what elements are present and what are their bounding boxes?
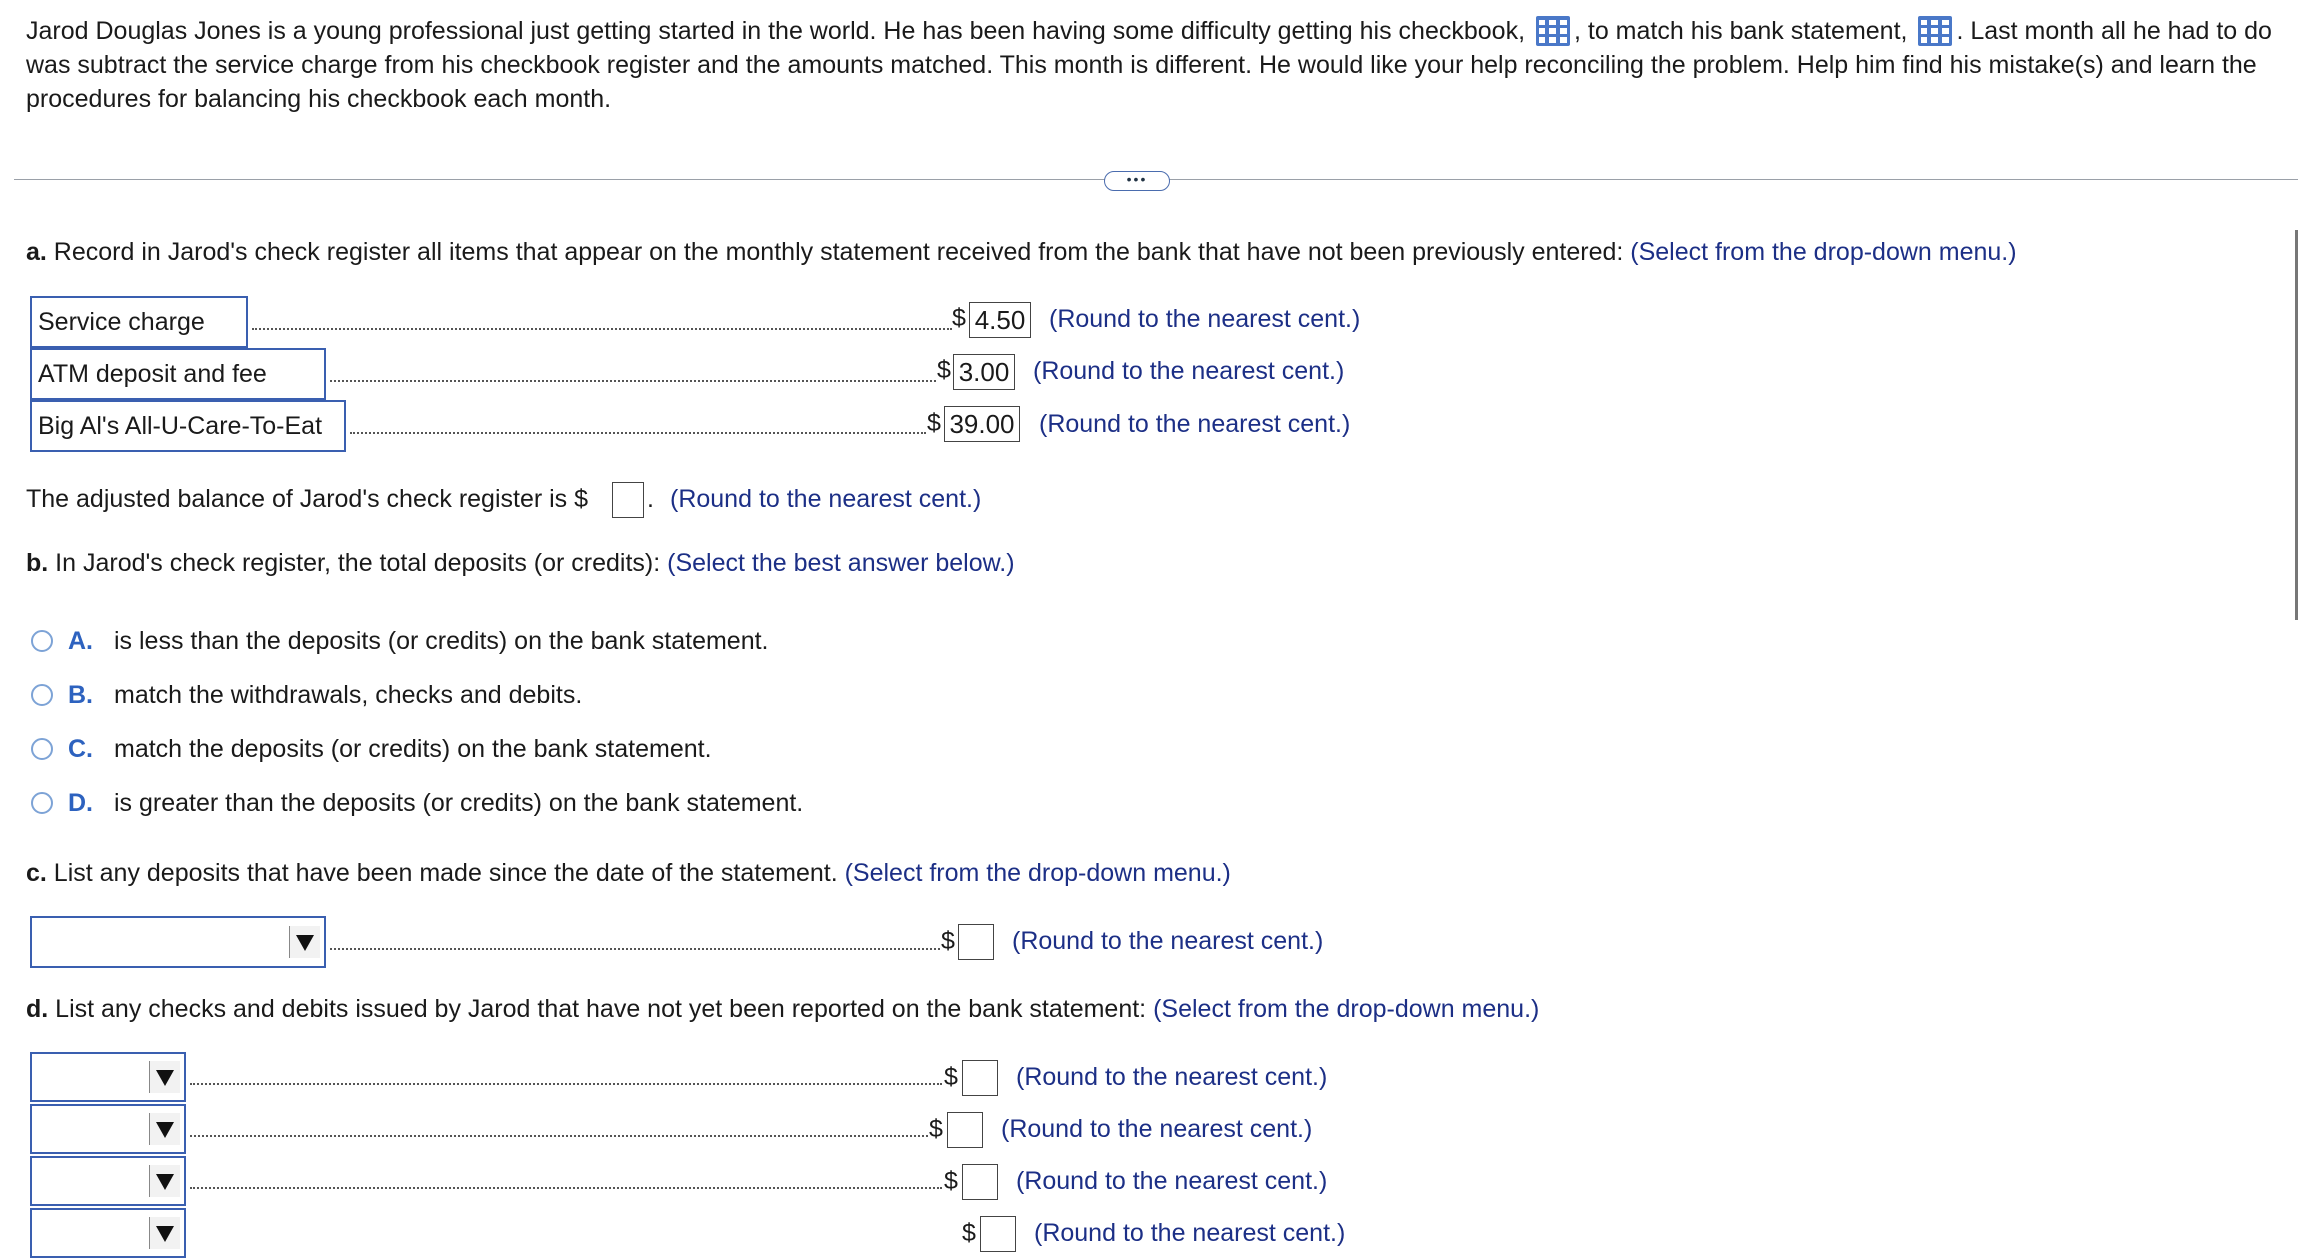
- service-charge-amount[interactable]: 4.50: [969, 302, 1031, 338]
- adjusted-period: .: [647, 485, 654, 513]
- round-hint: (Round to the nearest cent.): [1001, 1115, 1313, 1143]
- chevron-down-icon[interactable]: [149, 1113, 180, 1145]
- part-b-question: [26, 549, 1015, 578]
- big-als-select[interactable]: Big Al's All-U-Care-To-Eat: [30, 400, 346, 452]
- option-text: is greater than the deposits (or credits) on the bank statement.: [114, 789, 804, 817]
- atm-deposit-amount[interactable]: 3.00: [953, 354, 1015, 390]
- adjusted-hint: (Round to the nearest cent.): [670, 485, 982, 513]
- check-amount-input-2[interactable]: [947, 1112, 983, 1148]
- round-hint: (Round to the nearest cent.): [1016, 1063, 1328, 1091]
- checkbook-table-icon[interactable]: [1536, 16, 1570, 46]
- expand-more-button[interactable]: •••: [1104, 171, 1170, 191]
- check-dropdown-3[interactable]: [30, 1156, 186, 1206]
- dollar-sign: $: [941, 927, 955, 955]
- radio-option-b[interactable]: [31, 684, 53, 706]
- option-letter: D.: [68, 789, 93, 817]
- option-text: match the deposits (or credits) on the bank statement.: [114, 735, 712, 763]
- leader-dots: [190, 1133, 928, 1137]
- check-amount-input-3[interactable]: [962, 1164, 998, 1200]
- part-b-question-text: In Jarod's check register, the total deposits (or credits):: [48, 549, 668, 577]
- intro-text-1: Jarod Douglas Jones is a young professional just getting started in the world. He has been having some difficulty getting his checkbook,: [26, 17, 1526, 45]
- check-dropdown-2[interactable]: [30, 1104, 186, 1154]
- chevron-down-icon[interactable]: [149, 1165, 180, 1197]
- part-d-question: [26, 995, 1539, 1024]
- option-text: match the withdrawals, checks and debits.: [114, 681, 583, 709]
- radio-option-c[interactable]: [31, 738, 53, 760]
- deposit-dropdown[interactable]: [30, 916, 326, 968]
- part-d-hint: (Select from the drop-down menu.): [1153, 995, 1540, 1023]
- intro-paragraph: [26, 14, 2276, 116]
- check-amount-input-4[interactable]: [980, 1216, 1016, 1252]
- atm-deposit-select[interactable]: ATM deposit and fee: [30, 348, 326, 400]
- dollar-sign: $: [929, 1115, 943, 1143]
- part-c-question: [26, 859, 1231, 888]
- part-d-question-text: List any checks and debits issued by Jarod that have not yet been reported on the bank statement:: [48, 995, 1154, 1023]
- clipped-row-container: [0, 1206, 2298, 1247]
- part-a-letter: a.: [26, 238, 47, 266]
- chevron-down-icon[interactable]: [149, 1061, 180, 1093]
- chevron-down-icon[interactable]: [149, 1217, 180, 1249]
- intro-text-3: . Last month all he had to do was subtract the service charge from his checkbook register and the amounts matched. This month is different. He would like your help reconciling the problem. Help him find his mistake(s) and learn the procedures for balancing his checkbook each month.: [26, 17, 2272, 113]
- round-hint: (Round to the nearest cent.): [1034, 1219, 1346, 1247]
- part-b-letter: b.: [26, 549, 49, 577]
- part-c-letter: c.: [26, 859, 47, 887]
- radio-option-d[interactable]: [31, 792, 53, 814]
- dollar-sign: $: [927, 409, 941, 437]
- option-letter: A.: [68, 627, 93, 655]
- dollar-sign: $: [952, 304, 966, 332]
- big-als-amount[interactable]: 39.00: [944, 406, 1020, 442]
- part-b-hint: (Select the best answer below.): [667, 549, 1015, 577]
- radio-option-a[interactable]: [31, 630, 53, 652]
- part-c-question-text: List any deposits that have been made since the date of the statement.: [46, 859, 845, 887]
- part-a-hint: (Select from the drop-down menu.): [1630, 238, 2017, 266]
- bank-statement-table-icon[interactable]: [1918, 16, 1952, 46]
- adjusted-balance-label: The adjusted balance of Jarod's check register is $: [26, 485, 589, 513]
- check-dropdown-4[interactable]: [30, 1208, 186, 1258]
- part-d-letter: d.: [26, 995, 49, 1023]
- part-a-question: [26, 238, 2017, 267]
- part-a-question-text: Record in Jarod's check register all items that appear on the monthly statement received from the bank that have not been previously entered:: [46, 238, 1631, 266]
- leader-dots: [252, 326, 952, 330]
- chevron-down-icon[interactable]: [289, 926, 320, 958]
- check-amount-input-1[interactable]: [962, 1060, 998, 1096]
- round-hint: (Round to the nearest cent.): [1033, 357, 1345, 385]
- option-letter: C.: [68, 735, 93, 763]
- leader-dots: [330, 946, 940, 950]
- leader-dots: [190, 1081, 942, 1085]
- round-hint: (Round to the nearest cent.): [1012, 927, 1324, 955]
- leader-dots: [330, 378, 936, 382]
- option-letter: B.: [68, 681, 93, 709]
- service-charge-select[interactable]: Service charge: [30, 296, 248, 348]
- dollar-sign: $: [962, 1219, 976, 1247]
- deposit-amount-input[interactable]: [958, 924, 994, 960]
- dollar-sign: $: [944, 1167, 958, 1195]
- leader-dots: [350, 430, 926, 434]
- intro-text-2: , to match his bank statement,: [1573, 17, 1908, 45]
- round-hint: (Round to the nearest cent.): [1049, 305, 1361, 333]
- dollar-sign: $: [937, 356, 951, 384]
- leader-dots: [190, 1185, 942, 1189]
- check-dropdown-1[interactable]: [30, 1052, 186, 1102]
- option-text: is less than the deposits (or credits) on the bank statement.: [114, 627, 769, 655]
- adjusted-balance-input[interactable]: [612, 482, 644, 518]
- part-c-hint: (Select from the drop-down menu.): [844, 859, 1231, 887]
- dollar-sign: $: [944, 1063, 958, 1091]
- round-hint: (Round to the nearest cent.): [1016, 1167, 1328, 1195]
- round-hint: (Round to the nearest cent.): [1039, 410, 1351, 438]
